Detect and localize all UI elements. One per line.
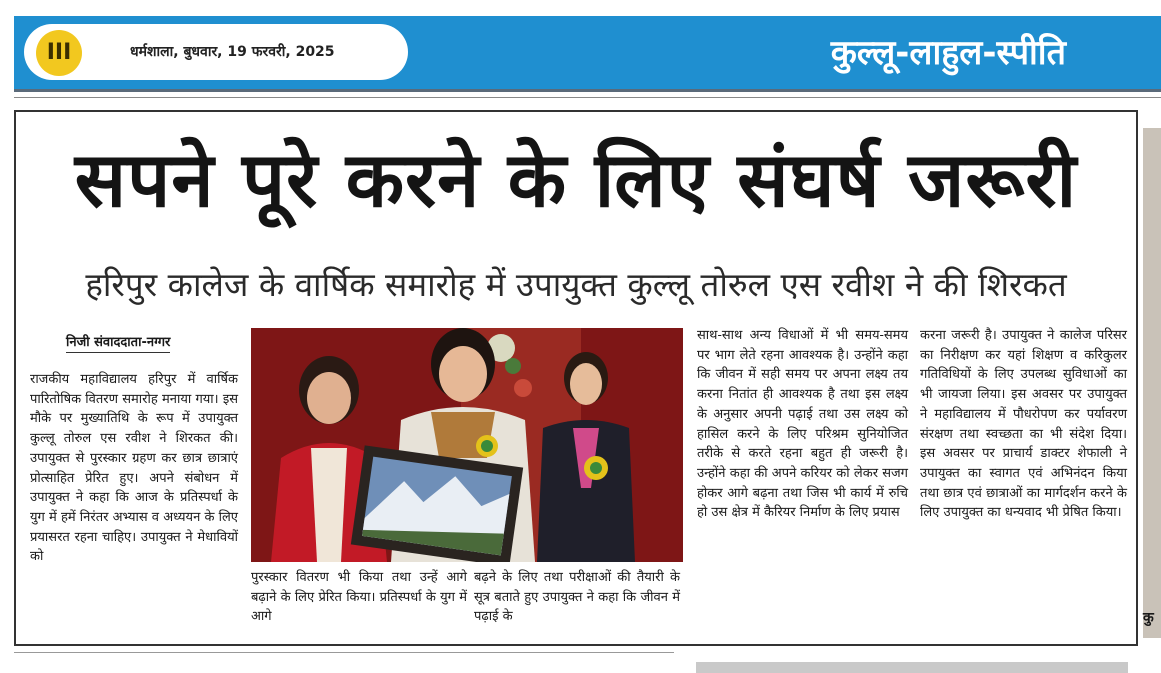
dateline: धर्मशाला, बुधवार, 19 फरवरी, 2025 <box>130 44 335 60</box>
article-column-2: पुरस्कार वितरण भी किया तथा उन्हें आगे बढ़ाने के लिए प्रेरित किया। प्रतिस्पर्धा के युग में आगे <box>251 570 467 625</box>
award-ceremony-illustration <box>251 328 683 562</box>
article-headline: सपने पूरे करने के लिए संघर्ष जरूरी <box>74 135 1078 224</box>
article-byline: निजी संवाददाता-नग्गर <box>66 332 170 353</box>
next-article-photo <box>696 662 1128 673</box>
article-column-4: साथ-साथ अन्य विधाओं में भी समय-समय पर भाग लेते रहना आवश्यक है। उन्होंने कहा कि जीवन में सही समय पर अपना लक्ष्य तय करना नितांत ही आवश्यक है तथा इस लक्ष्य के अनुसार अपनी पढ़ाई तथा उस लक्ष्य को हासिल करने के लिए परिश्रम सुनियोजित तरीके से करते रहना बहुत ही जरूरी है। उन्होंने कहा की अपने करियर को लेकर सजग होकर आगे बढ़ना तथा जिस भी कार्य में रुचि हो उस क्षेत्र में कैरियर निर्माण के लिए प्रयास <box>697 328 908 521</box>
header-divider <box>14 97 1161 98</box>
bottom-divider <box>14 652 674 653</box>
article-column-1: राजकीय महाविद्यालय हरिपुर में वार्षिक पारितोषिक वितरण समारोह मनाया गया। इस मौके पर मुख्यातिथि के रूप में उपायुक्त कुल्लू तोरुल एस रवीश ने शिरकत की। उपायुक्त से पुरस्कार ग्रहण कर छात्र छात्राएं प्रोत्साहित प्रेरित हुए। अपने संबोधन में उपायुक्त ने कहा कि आज के प्रतिस्पर्धा के युग में हमें निरंतर अभ्यास व अध्ययन के लिए प्रयासरत रहना चाहिए। उपायुक्त ने मेधावियों को <box>30 372 238 565</box>
article-subheadline: हरिपुर कालेज के वार्षिक समारोह में उपायुक्त कुल्लू तोरुल एस रवीश ने की शिरकत <box>85 265 1067 304</box>
section-title: कुल्लू-लाहुल-स्पीति <box>830 33 1066 73</box>
article-photo <box>251 328 683 562</box>
page-number-badge: III <box>36 30 82 76</box>
article-column-5: करना जरूरी है। उपायुक्त ने कालेज परिसर का निरीक्षण कर यहां शिक्षण व करिकुलर गतिविधियों के लिए उपलब्ध सुविधाओं का भी जायजा लिया। इस अवसर पर उपायुक्त ने महाविद्यालय में पौधरोपण कर पर्यावरण संरक्षण तथा स्वच्छता का भी संदेश दिया। इस अवसर पर प्राचार्य डाक्टर शेफाली ने उपायुक्त का स्वागत एवं अभिनंदन किया तथा छात्र एवं छात्राओं का मार्गदर्शन करने के लिए उपायुक्त का धन्यवाद भी प्रेषित किया। <box>920 328 1127 521</box>
adjacent-article-photo <box>1143 128 1161 638</box>
article-column-3: बढ़ने के लिए तथा परीक्षाओं की तैयारी के सूत्र बताते हुए उपायुक्त ने कहा कि जीवन में पढ़ाई के <box>474 570 680 625</box>
adjacent-caption-fragment: कु <box>1143 610 1154 626</box>
